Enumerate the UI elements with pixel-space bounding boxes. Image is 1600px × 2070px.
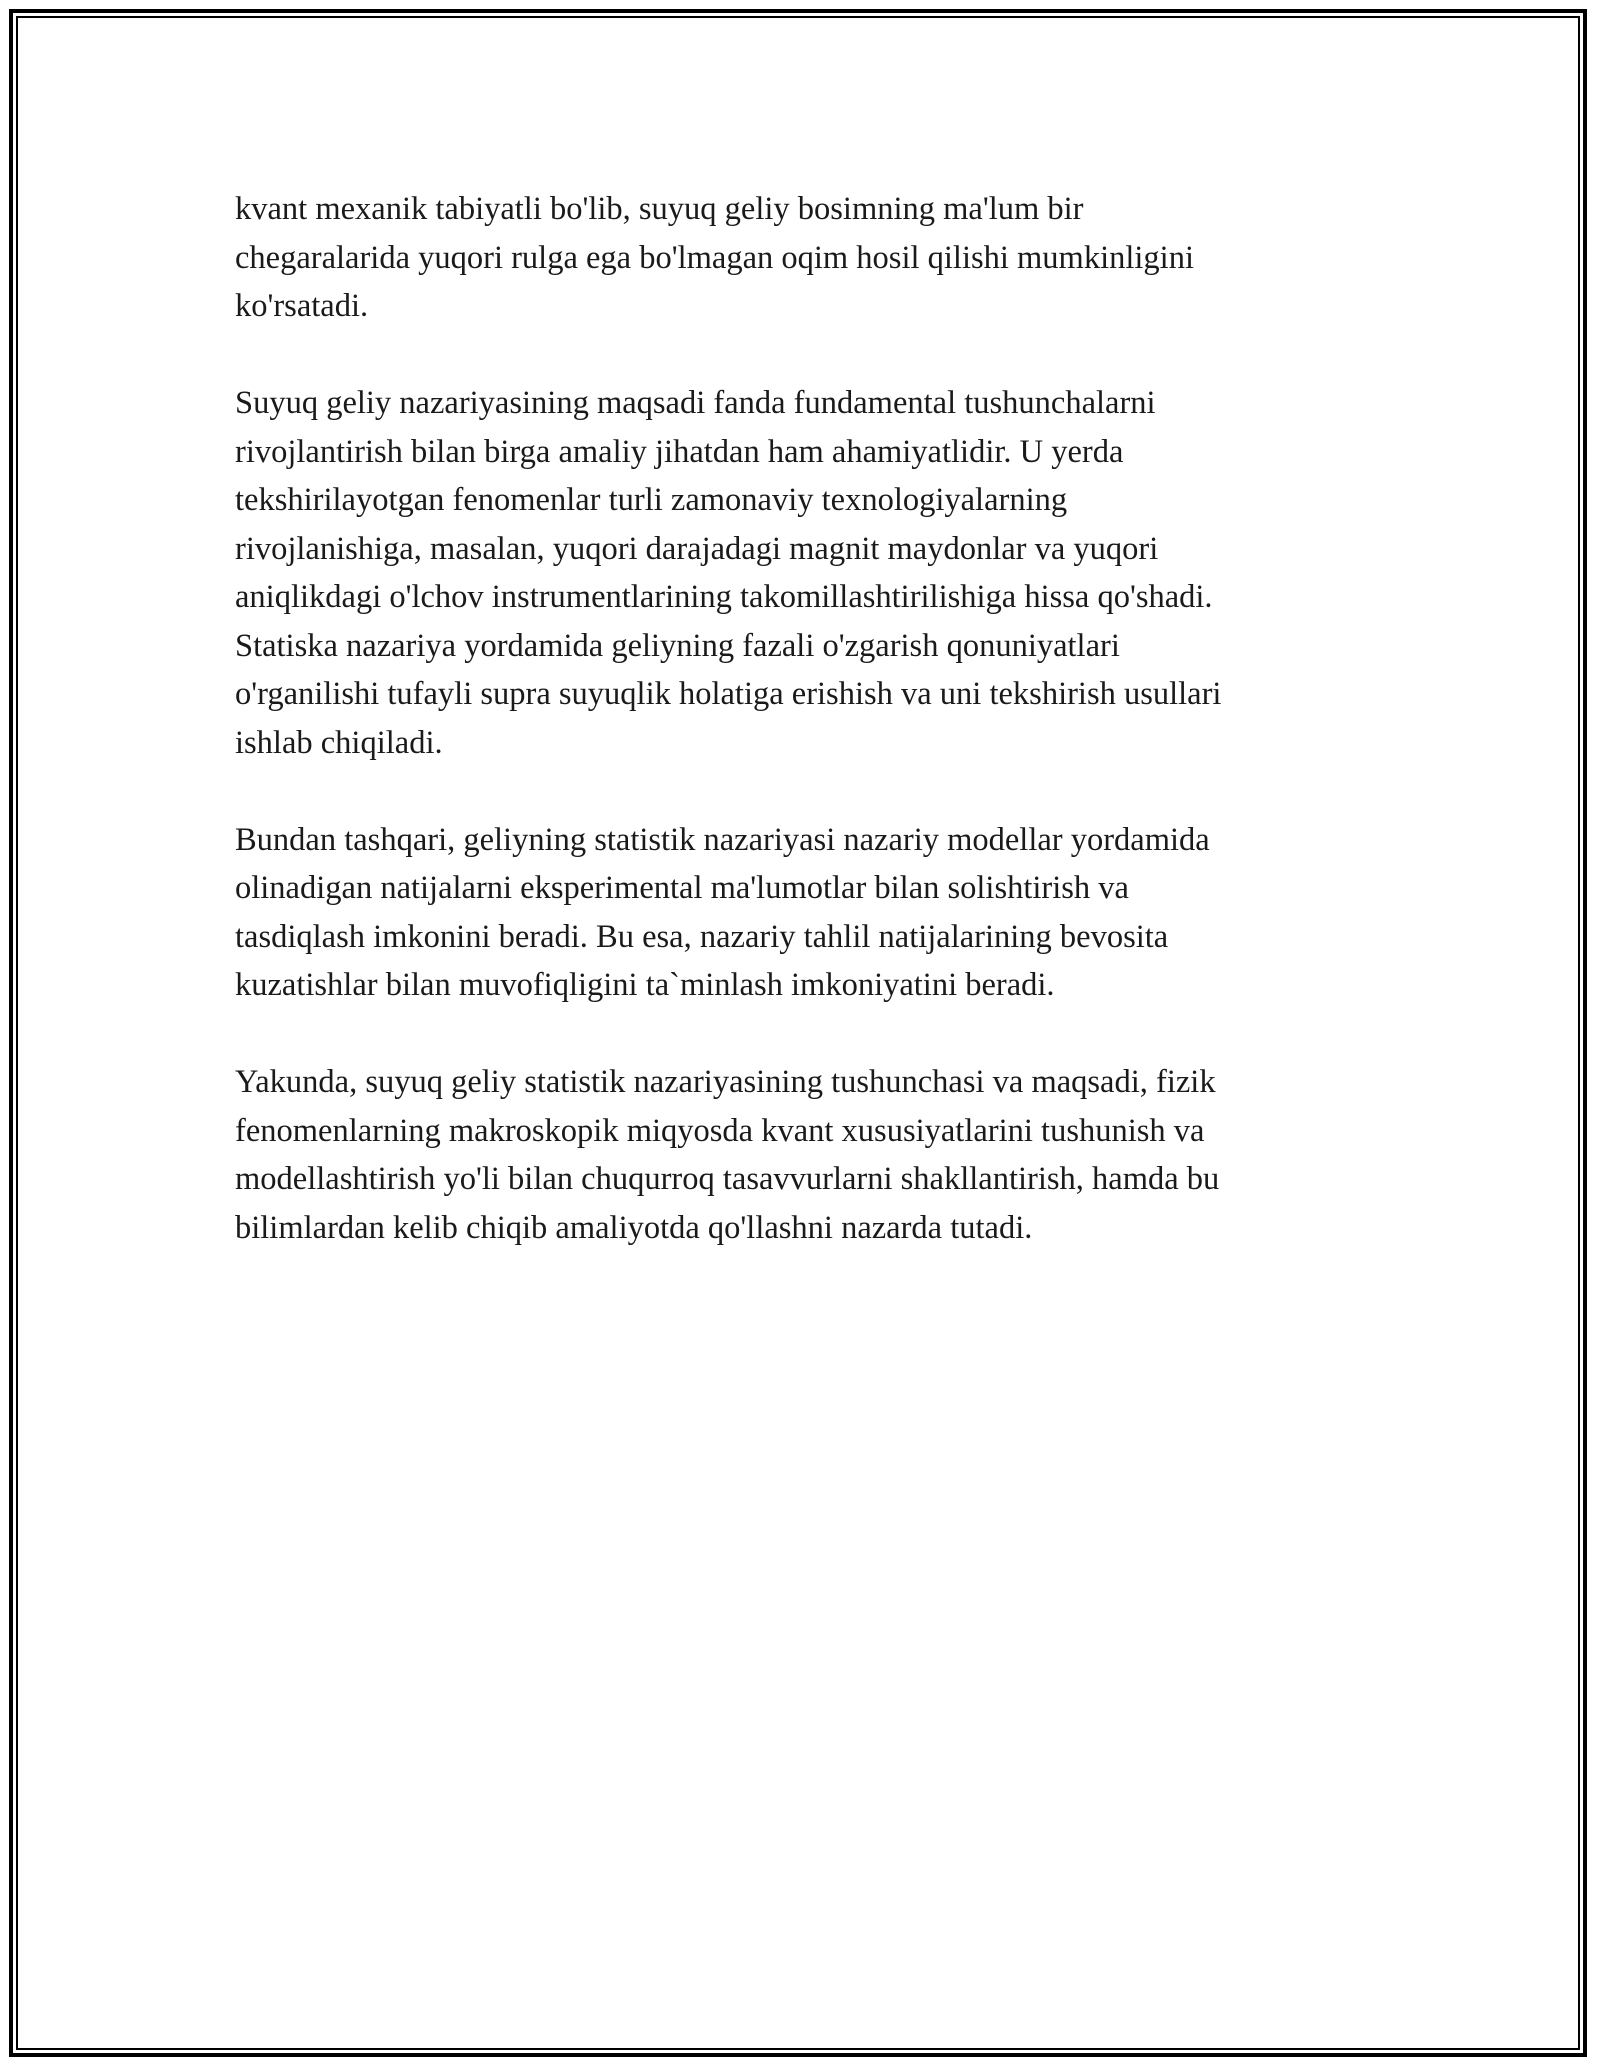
document-body (235, 185, 1370, 1301)
paragraph-3: Bundan tashqari, geliyning statistik nazariyasi nazariy modellar yordamida olinadigan natijalarni eksperimental ma'lumotlar bilan solishtirish va tasdiqlash imkonini beradi. Bu esa, nazariy tahlil natijalarining bevosita kuzatishlar bilan muvofiqligini ta`minlash imkoniyatini beradi. (235, 821, 1210, 1003)
paragraph-4: Yakunda, suyuq geliy statistik nazariyasining tushunchasi va maqsadi, fizik fenomenlarning makroskopik miqyosda kvant xususiyatlarini tushunish va modellashtirish yo'li bilan chuqurroq tasavvurlarni shakllantirish, hamda bu bilimlardan kelib chiqib amaliyotda qo'llashni nazarda tutadi. (235, 1064, 1220, 1246)
paragraph-1: kvant mexanik tabiyatli bo'lib, suyuq geliy bosimning ma'lum bir chegaralarida yuqori rulga ega bo'lmagan oqim hosil qilishi mumkinligini ko'rsatadi. (235, 191, 1194, 324)
paragraph-2: Suyuq geliy nazariyasining maqsadi fanda fundamental tushunchalarni rivojlantirish bilan birga amaliy jihatdan ham ahamiyatlidir. U yerda tekshirilayotgan fenomenlar turli zamonaviy texnologiyalarning rivojlanishiga, masalan, yuqori darajadagi magnit maydonlar va yuqori aniqlikdagi o'lchov instrumentlarining takomillashtirilishiga hissa qo'shadi. Statiska nazariya yordamida geliyning fazali o'zgarish qonuniyatlari o'rganilishi tufayli supra suyuqlik holatiga erishish va uni tekshirish usullari ishlab chiqiladi. (235, 385, 1222, 761)
